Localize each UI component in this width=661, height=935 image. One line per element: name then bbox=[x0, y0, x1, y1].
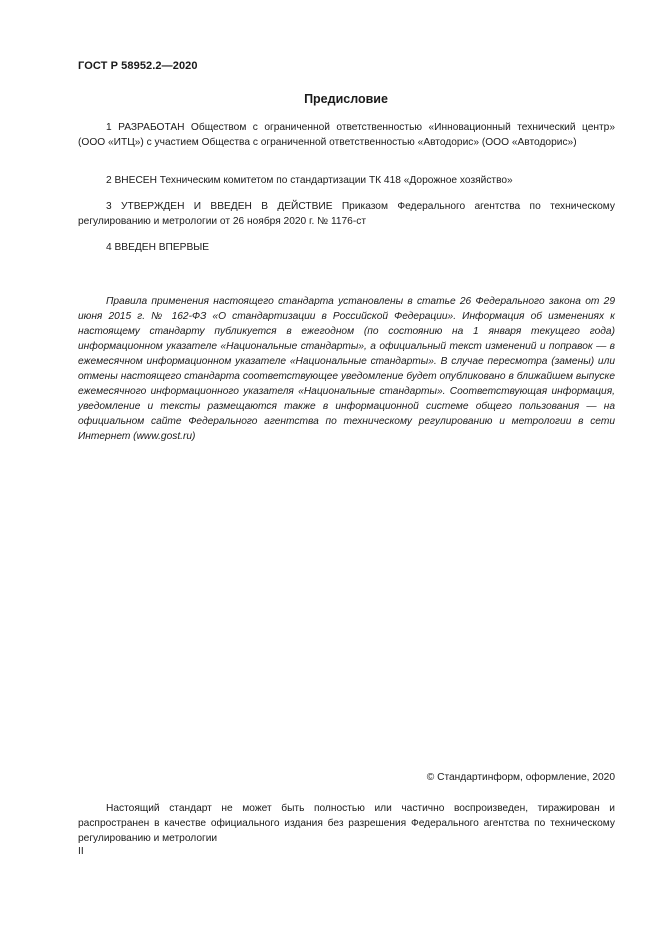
notice-paragraph: Правила применения настоящего стандарта установлены в статье 26 Федерального закона от 29 июня 2015 г. № 162-ФЗ «О стандартизации в Российской Федерации». Информация об изменениях к настоящему стандарту публикуется в ежегодном (по состоянию на 1 января текущего года) информационном указателе «Национальные стандарты», а официальный текст изменений и поправок — в ежемесячном информационном указателе «Национальные стандарты». В случае пересмотра (замены) или отмены настоящего стандарта соответствующее уведомление будет опубликовано в ближайшем выпуске ежемесячного информационного указателя «Национальные стандарты». Соответствующая информация, уведомление и тексты размещаются также в информационной системе общего пользования — на официальном сайте Федерального агентства по техническому регулированию и метрологии в сети Интернет (www.gost.ru) bbox=[78, 296, 615, 442]
copyright-line: © Стандартинформ, оформление, 2020 bbox=[426, 772, 615, 783]
document-code: ГОСТ Р 58952.2—2020 bbox=[78, 60, 198, 72]
page-number: II bbox=[78, 846, 84, 857]
page-title: Предисловие bbox=[304, 92, 388, 106]
foreword-item-1: 1 РАЗРАБОТАН Обществом с ограниченной ответственностью «Инновационный технический центр» (ООО «ИТЦ») с участием Общества с ограниченной ответственностью «Автодорис» (ООО «Автодорис») bbox=[78, 122, 615, 148]
foreword-item-3: 3 УТВЕРЖДЕН И ВВЕДЕН В ДЕЙСТВИЕ Приказом Федерального агентства по техническому регулированию и метрологии от 26 ноября 2020 г. № 1176-ст bbox=[78, 201, 615, 227]
foreword-item-4: 4 ВВЕДЕН ВПЕРВЫЕ bbox=[106, 242, 210, 253]
reproduction-paragraph: Настоящий стандарт не может быть полностью или частично воспроизведен, тиражирован и распространен в качестве официального издания без разрешения Федерального агентства по техническому регулированию и метрологии bbox=[78, 803, 615, 844]
foreword-item-2: 2 ВНЕСЕН Техническим комитетом по стандартизации ТК 418 «Дорожное хозяйство» bbox=[106, 175, 513, 186]
